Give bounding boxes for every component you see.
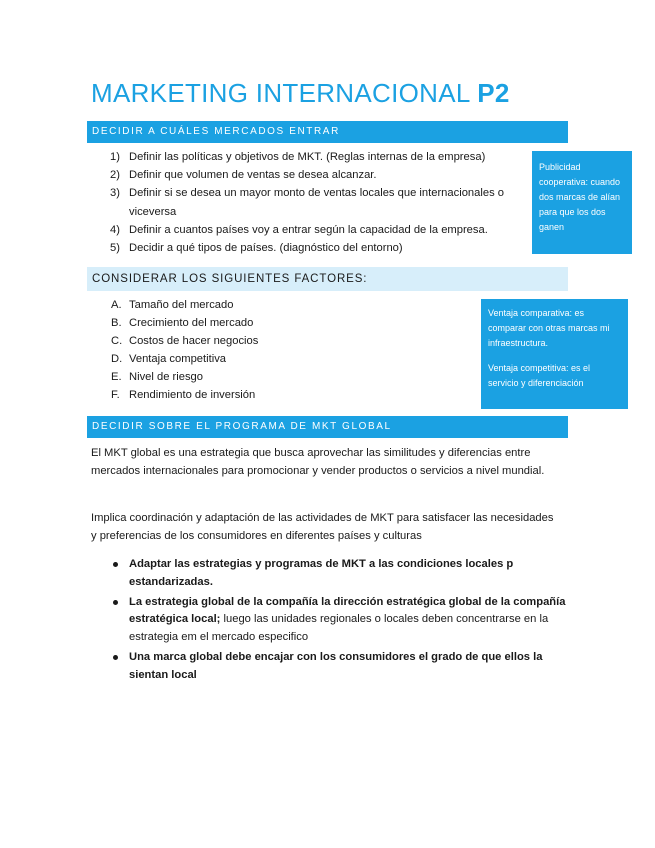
title-suffix: P2	[477, 78, 510, 108]
bullet-bold-text: La estrategia global de la compañía la dirección estratégica global de la compañía estratégica local;	[129, 595, 566, 626]
list-number: 4)	[110, 223, 120, 236]
paragraph-global-mkt: El MKT global es una estrategia que busca aprovechar las similitudes y diferencias entre mercados internacionales para promocionar y vender productos o servicios a nivel mundial.	[91, 447, 545, 477]
callout-cooperative-advertising	[532, 151, 632, 254]
title-main: MARKETING INTERNACIONAL	[91, 78, 470, 108]
list-item	[111, 386, 471, 404]
list-item	[111, 368, 471, 386]
bullet-bold-text: Adaptar las estrategias y programas de MKT a las condiciones locales p estandarizadas.	[129, 558, 514, 588]
list-number: 3)	[110, 187, 120, 200]
list-letter: E.	[111, 371, 122, 383]
global-strategy-bullets	[113, 556, 573, 687]
list-item-text: Decidir a qué tipos de países. (diagnóstico del entorno)	[129, 242, 403, 255]
list-item	[113, 649, 573, 685]
list-letter: C.	[111, 335, 123, 347]
bullet-dot	[113, 600, 118, 605]
list-number: 2)	[110, 169, 120, 182]
bullet-bold-text: Una marca global debe encajar con los consumidores el grado de que ellos la sientan local	[129, 650, 543, 681]
page-title	[91, 78, 510, 109]
markets-steps-list	[110, 148, 515, 257]
list-item	[111, 350, 471, 368]
bullet-dot	[113, 655, 118, 660]
list-letter: D.	[111, 353, 123, 365]
list-letter: B.	[111, 317, 122, 329]
callout-comparative-advantage: Ventaja comparativa: es comparar con otras marcas mi infraestructura.	[488, 308, 610, 348]
list-item-text: Nivel de riesgo	[129, 371, 203, 383]
list-item-text: Costos de hacer negocios	[129, 335, 259, 347]
list-item-text: Tamaño del mercado	[129, 299, 234, 311]
list-item	[111, 332, 471, 350]
list-item-text: Crecimiento del mercado	[129, 317, 254, 329]
list-item-text: Definir a cuantos países voy a entrar según la capacidad de la empresa.	[129, 223, 488, 236]
list-item-text: Ventaja competitiva	[129, 353, 227, 365]
list-item	[110, 239, 515, 257]
list-number: 1)	[110, 151, 120, 163]
list-item	[110, 221, 515, 239]
list-number: 5)	[110, 242, 120, 255]
section-heading-markets: DECIDIR A CUÁLES MERCADOS ENTRAR	[87, 121, 568, 143]
callout-competitive-advantage: Ventaja competitiva: es el servicio y diferenciación	[488, 363, 591, 388]
list-item	[110, 184, 515, 220]
list-item-text: Rendimiento de inversión	[129, 389, 256, 401]
list-item	[113, 594, 573, 647]
bullet-text: luego las unidades regionales o locales deben concentrarse en la estrategia em el mercado especifico	[129, 613, 549, 644]
list-item	[113, 556, 573, 592]
section-heading-factors: CONSIDERAR LOS SIGUIENTES FACTORES:	[87, 267, 568, 291]
list-item-text: Definir que volumen de ventas se desea alcanzar.	[129, 169, 377, 182]
paragraph-coordination: Implica coordinación y adaptación de las actividades de MKT para satisfacer las necesidades y preferencias de los consumidores en diferentes países y culturas	[91, 512, 554, 542]
list-item-text: Definir si se desea un mayor monto de ventas locales que internacionales o viceversa	[129, 187, 504, 218]
list-letter: F.	[111, 389, 120, 401]
list-item-text: Definir las políticas y objetivos de MKT. (Reglas internas de la empresa)	[129, 151, 486, 163]
bullet-dot	[113, 562, 118, 567]
list-item	[111, 314, 471, 332]
list-item	[110, 166, 515, 184]
factors-list	[111, 296, 471, 404]
section-heading-global-program: DECIDIR SOBRE EL PROGRAMA DE MKT GLOBAL	[87, 416, 568, 438]
callout-advantages	[481, 299, 628, 409]
callout-text: Publicidad cooperativa: cuando dos marcas de alían para que los dos ganen	[539, 162, 621, 232]
list-item	[111, 296, 471, 314]
list-letter: A.	[111, 299, 122, 311]
list-item	[110, 148, 515, 166]
